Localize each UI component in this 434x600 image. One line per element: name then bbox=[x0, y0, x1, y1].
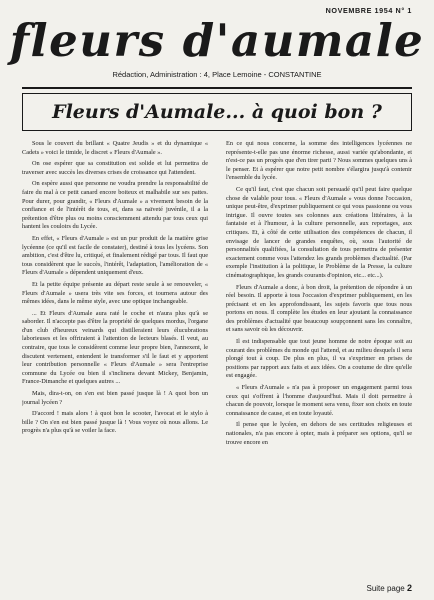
continued-label: Suite page bbox=[366, 584, 405, 593]
article-paragraph: On ose espérer que sa constitution est solide et lui permettra de traverser avec succès les diverses crises de croissance qui l'attendent. bbox=[22, 160, 208, 176]
article-paragraph: « Fleurs d'Aumale » n'a pas à proposer un engagement parmi tous ceux qui s'offrent à l'homme d'aujourd'hui. Mais il doit permettre à chacun de pouvoir, lorsque le moment sera venu, fixer son choix en toute connaissance de cause, et en toute loyauté. bbox=[226, 384, 412, 417]
article-paragraph: Sous le couvert du brillant « Quatre Jeudis » et du dynamique « Cadets » voici le timide, le discret « Fleurs d'Aumale ». bbox=[22, 140, 208, 156]
article-paragraph: Il pense que le lycéen, en dehors de ses certitudes religieuses et nationales, n'a pas encore à opter, mais à préparer ses options, qu'il se trouve encore en bbox=[226, 421, 412, 446]
article-paragraph: On espère aussi que personne ne voudra prendre la responsabilité de faire du mal à ce petit canard encore boiteux et malhabile sur ses pattes. Pour durer, pour grandir, « Fleurs d'Aumale » a vivement besoin de la confiance et de l'intérêt de tous, et, dans sa naïveté juvénile, il a la prétention d'être plus ou moins consciemment attendu par tous ceux qui hantent les couloirs du Lycée. bbox=[22, 180, 208, 231]
article-paragraph: Fleurs d'Aumale a donc, à bon droit, la prétention de répondre à un réel besoin. Il apporte à tous l'occasion d'exprimer publiquement, en les précisant et en les approfondissant, les sujets favoris que tous nous portons en nous. Il complète les études en leur ajoutant la connaissance des problèmes d'actualité que beaucoup soupçonnent sans les connaître, et sans savoir où les découvrir. bbox=[226, 283, 412, 334]
article-paragraph: Il est indispensable que tout jeune homme de notre époque soit au courant des problèmes du monde qui l'attend, et au milieu desquels il sera plongé tout à coup. De plus en plus, il va s'exprimer en prises de positions par rapport aux faits et aux idées. On a coutume de dire qu'elle est engagée. bbox=[226, 338, 412, 380]
article-paragraph: Mais, dira-t-on, on s'en est bien passé jusque là ! A quoi bon un journal lycéen ? bbox=[22, 390, 208, 406]
article-paragraph: ... Et Fleurs d'Aumale aura raté le coche et n'aura plus qu'à se saborder. Il n'accepte pas d'être la propriété de quelques mordus, l'organe d'un club d'heureux veinards qui distilleraient leurs élucubrations laborieuses et les offriraient à l'attention de lecteurs blasés. Il veut, au contraire, que tous le considèrent comme leur propre bien, l'annexent, le discutent vertement, entendent le transformer s'il le faut et y apportent leur contribution personnelle « Fleurs d'Aumale » sera l'entreprise commune du Lycée ou bien il s'inclinera devant Mickey, Benjamin, France-Dimanche et quelques autres ... bbox=[22, 309, 208, 386]
masthead-title: fleurs d'aumale bbox=[9, 14, 425, 67]
article-paragraph: En effet, « Fleurs d'Aumale » est un pur produit de la matière grise lycéenne (ce qu'il est facile de constater), destiné à tous les lycéens. Son ambition, c'est d'être lu, critiqué, et finalement rédigé par tous. Il faut que tous considèrent que le succès, l'intérêt, l'adaptation, l'amélioration de « Fleurs d'Aumale » dépendent uniquement d'eux. bbox=[22, 234, 208, 277]
article-paragraph: Ce qu'il faut, c'est que chacun soit persuadé qu'il peut faire quelque chose de valable pour tous. « Fleurs d'Aumale » vous donne l'occasion, unique peut-être, d'exprimer publiquement ce qui vous passionne ou vous intrigue. Il ouvre toutes ses colonnes aux créations littéraires, à la fantaisie et à l'humour, à la culture personnelle, aux reportages, aux critiques. Et, à côté de cette utilisation des compétences de chacun, il envisage de lancer de grandes enquêtes, où, sous l'autorité de personnalités qualifiées, la consultation de tous permettra de présenter exactement comme vous l'attendez les grands problèmes d'actualité. (Par exemple l'institution à la politique, le Problème de la Presse, la culture cinématographique, les grands courants d'opinion, etc... etc...). bbox=[226, 185, 412, 279]
continued-page-number: 2 bbox=[406, 583, 412, 593]
address-line: Rédaction, Administration : 4, Place Lemoine - CONSTANTINE bbox=[112, 70, 322, 79]
article-column-left bbox=[22, 140, 208, 576]
continued-notice bbox=[366, 583, 412, 593]
article-paragraph: En ce qui nous concerne, la somme des intelligences lycéennes ne représente-t-elle pas une énorme richesse, aussi variée qu'abondante, et n'est-ce pas un progrès que d'en tirer parti ? Nous sommes quelques uns à le penser. Et à espérer que notre petit nombre s'élargira jusqu'à contenir l'ensemble du lycée. bbox=[226, 140, 412, 182]
masthead-divider bbox=[22, 87, 412, 89]
article-headline: Fleurs d'Aumale... à quoi bon ? bbox=[52, 101, 382, 123]
article-paragraph: D'accord ! mais alors ! à quoi bon le scooter, l'avocat et le stylo à bille ? On s'en est bien passé jusque là ! Vous voyez où nous allons. Le progrès n'a plus qu'à se voiler la face. bbox=[22, 410, 208, 435]
article-column-right bbox=[226, 140, 412, 576]
article-paragraph: Et la petite équipe présente au départ reste seule à se renouveler, « Fleurs d'Aumale » usera très vite ses forces, et tournera autour des mêmes idées, dans le même style, avec une optique inchangeable. bbox=[22, 280, 208, 306]
issue-date: NOVEMBRE 1954 N° 1 bbox=[325, 6, 412, 15]
headline-frame bbox=[22, 93, 412, 131]
